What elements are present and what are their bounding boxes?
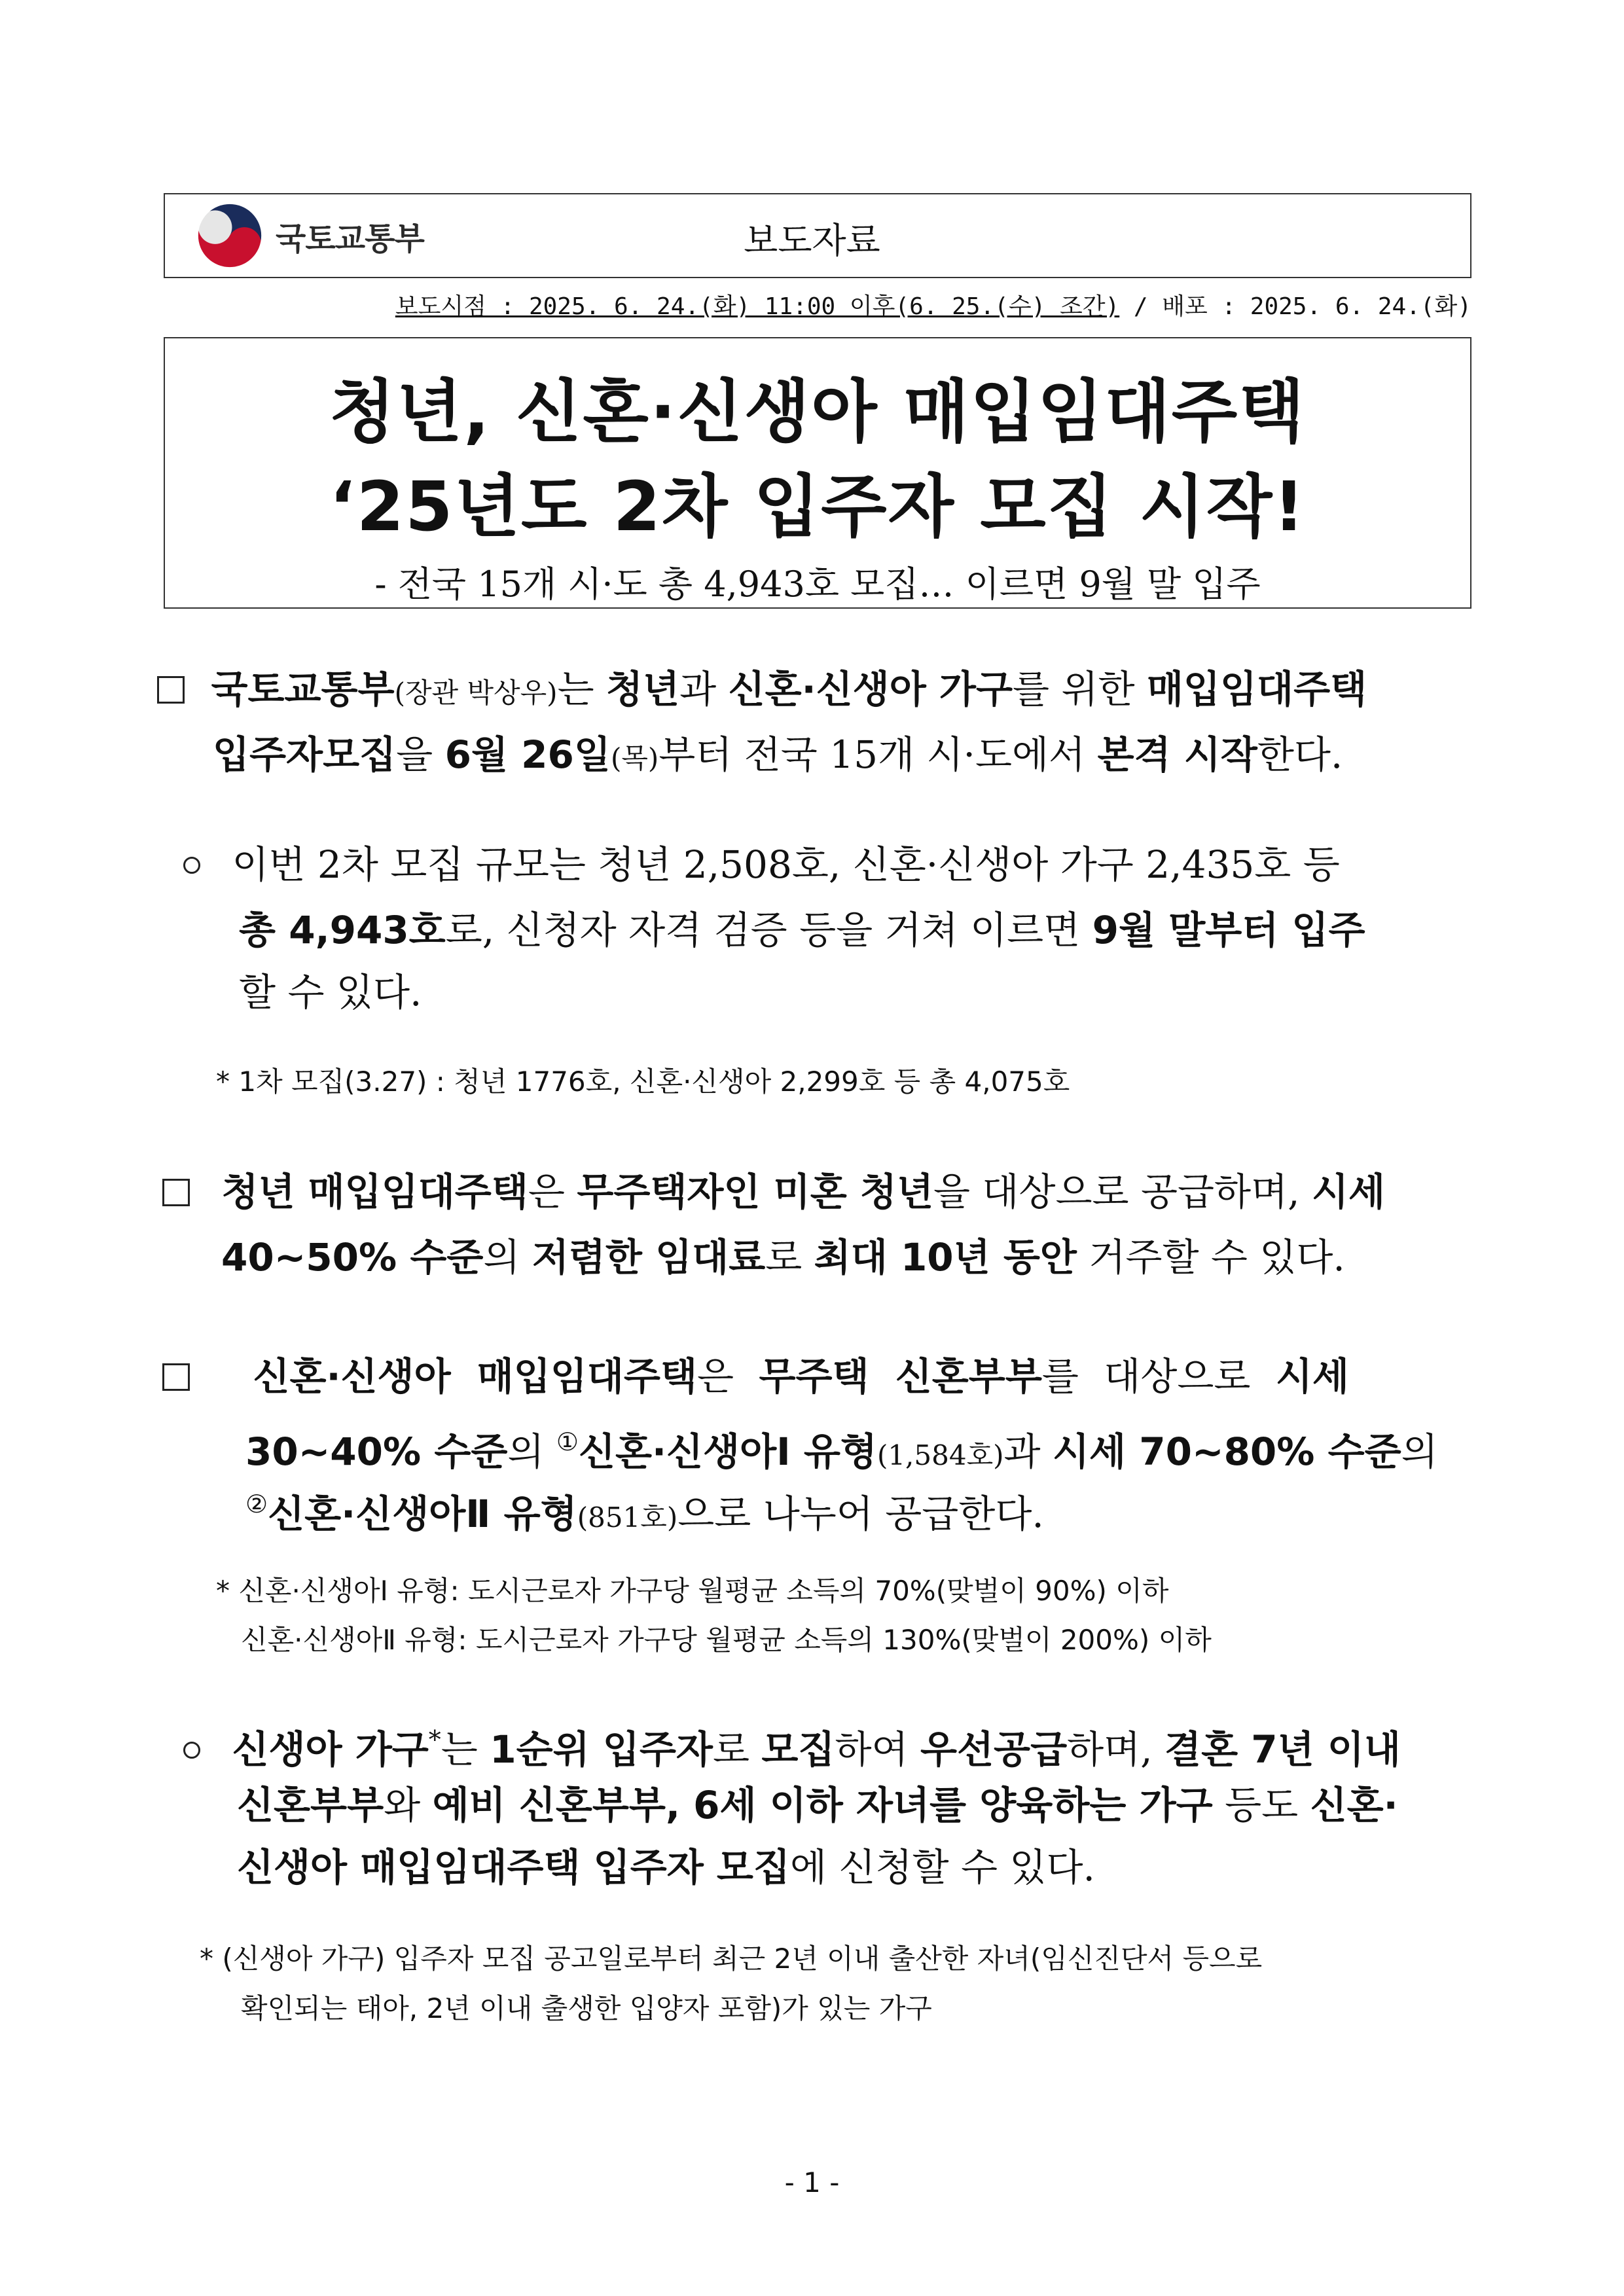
text-eligible-groups: 예비 신혼부부, 6세 이하 자녀를 양육하는 가구 bbox=[432, 1783, 1213, 1827]
text-level: 30~40% 수준 bbox=[245, 1429, 508, 1474]
text-newborn-household: 신생아 가구 bbox=[232, 1727, 429, 1772]
text-part: 과 bbox=[1003, 1429, 1053, 1474]
note-type-2-income: 신혼·신생아Ⅱ 유형: 도시근로자 가구당 월평균 소득의 130%(맞벌이 200%) 이하 bbox=[241, 1624, 1212, 1656]
note-newborn-definition-2: 확인되는 태아, 2년 이내 출생한 입양자 포함)가 있는 가구 bbox=[241, 1992, 932, 2024]
text-newlyweds: 신혼부부 bbox=[237, 1783, 384, 1827]
text-level: 40~50% 수준 bbox=[221, 1235, 484, 1280]
page-number: - 1 - bbox=[784, 2166, 840, 2198]
note-type-1-income: * 신혼·신생아Ⅰ 유형: 도시근로자 가구당 월평균 소득의 70%(맞벌이 90%) 이하 bbox=[216, 1575, 1169, 1607]
org-name: 국토교통부 bbox=[276, 220, 424, 257]
headline-line-2: ‘25년도 2차 입주자 모집 시작! bbox=[329, 467, 1306, 547]
text-rental-housing: 매입임대주택 bbox=[1146, 667, 1367, 711]
text-weekday: (목) bbox=[610, 742, 659, 774]
text-type-1: 신혼·신생아Ⅰ 유형 bbox=[578, 1429, 877, 1474]
square-bullet-icon bbox=[162, 1179, 190, 1206]
circled-two-marker: ② bbox=[245, 1490, 268, 1518]
text-part: 은 bbox=[528, 1170, 577, 1214]
text-ministry: 국토교통부 bbox=[211, 667, 395, 711]
text-market: 시세 bbox=[1311, 1170, 1386, 1214]
text-housing-recruitment: 신생아 매입임대주택 입주자 모집 bbox=[237, 1845, 790, 1890]
release-time: 보도시점 : 2025. 6. 24.(화) 11:00 이후(6. 25.(수) 조간) bbox=[395, 293, 1120, 320]
text-youth: 청년 bbox=[606, 667, 680, 711]
release-info bbox=[395, 288, 1471, 321]
text-part: 과 bbox=[679, 667, 729, 711]
text-start-date: 6월 26일 bbox=[444, 732, 611, 777]
text-within-7-years: 결혼 7년 이내 bbox=[1164, 1727, 1401, 1772]
circled-one-marker: ① bbox=[556, 1427, 579, 1456]
text-part: 으로 나누어 공급한다. bbox=[677, 1492, 1044, 1536]
square-bullet-icon bbox=[157, 676, 185, 704]
text-part: 의 bbox=[507, 1429, 556, 1474]
text-part: 는 bbox=[557, 667, 607, 711]
text-part: 은 bbox=[696, 1354, 759, 1399]
text-scale: 이번 2차 모집 규모는 청년 2,508호, 신혼·신생아 가구 2,435호 등 bbox=[232, 842, 1340, 887]
text-newlywed-housing: 신혼·신생아 매입임대주택 bbox=[253, 1354, 697, 1399]
square-bullet-icon bbox=[162, 1363, 190, 1391]
text-low-rent: 저렴한 임대료 bbox=[532, 1235, 766, 1280]
text-full-start: 본격 시작 bbox=[1097, 732, 1257, 777]
text-type-2-count: (851호) bbox=[577, 1501, 678, 1534]
text-recruitment: 입주자모집 bbox=[213, 732, 397, 777]
text-duration: 최대 10년 동안 bbox=[814, 1235, 1077, 1280]
note-newborn-definition-1: * (신생아 가구) 입주자 모집 공고일로부터 최근 2년 이내 출산한 자녀(임신진단서 등으로 bbox=[200, 1943, 1263, 1975]
text-part: 등도 bbox=[1212, 1783, 1310, 1827]
text-part: 의 bbox=[483, 1235, 532, 1280]
text-move-in: 9월 말부터 입주 bbox=[1092, 908, 1365, 952]
subtitle: - 전국 15개 시·도 총 4,943호 모집… 이르면 9월 말 입주 bbox=[374, 564, 1261, 605]
text-minister: (장관 박상우) bbox=[394, 677, 558, 709]
distribution-date: / 배포 : 2025. 6. 24.(화) bbox=[1119, 293, 1471, 320]
text-first-priority: 1순위 입주자 bbox=[490, 1727, 713, 1772]
text-part: 의 bbox=[1401, 1429, 1438, 1474]
text-part: 할 수 있다. bbox=[239, 970, 422, 1014]
text-target: 무주택 신혼부부 bbox=[759, 1354, 1042, 1399]
text-part: 로 bbox=[712, 1727, 762, 1772]
text-part: 와 bbox=[384, 1783, 433, 1827]
text-part: 부터 전국 15개 시·도에서 bbox=[659, 732, 1098, 777]
text-level-2: 시세 70~80% 수준 bbox=[1053, 1429, 1401, 1474]
text-part: 에 신청할 수 있다. bbox=[789, 1845, 1095, 1890]
text-part: 을 bbox=[396, 732, 445, 777]
text-part: 하며, bbox=[1067, 1727, 1165, 1772]
text-part: 거주할 수 있다. bbox=[1076, 1235, 1345, 1280]
note-first-round: * 1차 모집(3.27) : 청년 1776호, 신혼·신생아 2,299호 등 총 4,075호 bbox=[216, 1066, 1070, 1098]
text-part: 는 bbox=[441, 1727, 490, 1772]
text-newlywed-household: 신혼·신생아 가구 bbox=[728, 667, 1013, 711]
text-part: 로 bbox=[765, 1235, 814, 1280]
circle-bullet-icon bbox=[183, 857, 200, 874]
text-priority-supply: 우선공급 bbox=[920, 1727, 1068, 1772]
circle-bullet-icon bbox=[183, 1742, 200, 1759]
text-part: 하여 bbox=[835, 1727, 920, 1772]
text-target: 무주택자인 미혼 청년 bbox=[577, 1170, 933, 1214]
text-total: 총 4,943호 bbox=[239, 908, 446, 952]
doc-type: 보도자료 bbox=[744, 220, 880, 261]
text-market: 시세 bbox=[1275, 1354, 1349, 1399]
text-newlywed-prefix: 신혼· bbox=[1310, 1783, 1398, 1827]
text-part: 을 대상으로 공급하며, bbox=[933, 1170, 1312, 1214]
text-type-1-count: (1,584호) bbox=[876, 1439, 1004, 1471]
asterisk-marker: * bbox=[428, 1725, 441, 1754]
text-youth-housing: 청년 매입임대주택 bbox=[221, 1170, 528, 1214]
text-type-2: 신혼·신생아Ⅱ 유형 bbox=[268, 1492, 577, 1536]
headline-line-1: 청년, 신혼·신생아 매입임대주택 bbox=[329, 372, 1306, 452]
text-part: 한다. bbox=[1257, 732, 1343, 777]
text-part: 를 대상으로 bbox=[1041, 1354, 1276, 1399]
text-part: 로, 신청자 자격 검증 등을 거쳐 이르면 bbox=[445, 908, 1092, 952]
text-recruit: 모집 bbox=[761, 1727, 835, 1772]
text-part: 를 위한 bbox=[1013, 667, 1147, 711]
